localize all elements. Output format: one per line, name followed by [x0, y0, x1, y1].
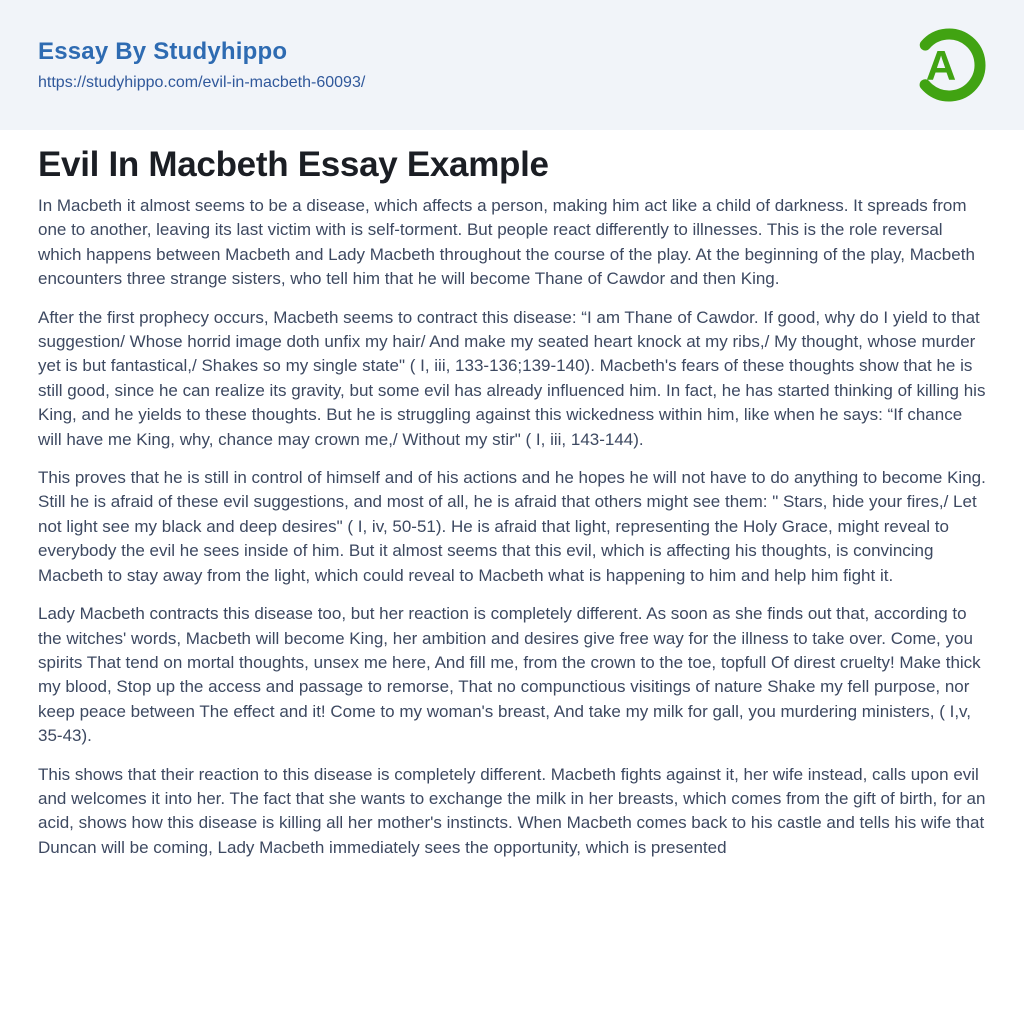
page-header [0, 0, 1024, 130]
essay-paragraph: Lady Macbeth contracts this disease too, but her reaction is completely different. As soon as she finds out that, according to the witches' words, Macbeth will become King, her ambition and desires give free way for the illness to take over. Come, you spirits That tend on mortal thoughts, unsex me here, And fill me, from the crown to the toe, topfull Of direst cruelty! Make thick my blood, Stop up the access and passage to remorse, That no compunctious visitings of nature Shake my fell purpose, nor keep peace between The effect and it! Come to my woman's breast, And take my milk for gall, you murdering ministers, ( I,v, 35-43). [38, 604, 981, 746]
essay-paragraph: In Macbeth it almost seems to be a disease, which affects a person, making him act like a child of darkness. It spreads from one to another, leaving its last victim with is self-torment. But people react differently to illnesses. This is the role reversal which happens between Macbeth and Lady Macbeth throughout the course of the play. At the beginning of the play, Macbeth encounters three strange sisters, who tell him that he will become Thane of Cawdor and then King. [38, 196, 975, 289]
article-body [38, 194, 986, 860]
article [0, 130, 1024, 860]
page-url-link[interactable]: https://studyhippo.com/evil-in-macbeth-60093/ [38, 73, 366, 91]
logo-letter: A [925, 42, 957, 89]
header-text-block [38, 39, 365, 92]
essay-paragraph: This shows that their reaction to this disease is completely different. Macbeth fights against it, her wife instead, calls upon evil and welcomes it into her. The fact that she wants to exchange the milk in her breasts, which comes from the gift of birth, for an acid, shows how this disease is killing all her mother's instincts. When Macbeth comes back to his castle and tells his wife that Duncan will be coming, Lady Macbeth immediately sees the opportunity, which is presented [38, 764, 986, 857]
essay-paragraph: After the first prophecy occurs, Macbeth seems to contract this disease: “I am Thane of Cawdor. If good, why do I yield to that suggestion/ Whose horrid image doth unfix my hair/ And make my seated heart knock at my ribs,/ My thought, whose murder yet is but fantastical,/ Shakes so my single state" ( I, iii, 133-136;139-140). Macbeth's fears of these thoughts show that he is still good, since he can realize its gravity, but some evil has already influenced him. In fact, he has started thinking of killing his King, and he yields to these thoughts. But he is struggling against this wickedness within him, like when he says: “If chance will have me King, why, chance may crown me,/ Without my stir" ( I, iii, 143-144). [38, 307, 986, 449]
site-title-link[interactable]: Essay By Studyhippo [38, 37, 288, 65]
essay-paragraph: This proves that he is still in control of himself and of his actions and he hopes he will not have to do anything to become King. Still he is afraid of these evil suggestions, and most of all, he is afraid that others might see them: " Stars, hide your fires,/ Let not light see my black and deep desires" ( I, iv, 50-51). He is afraid that light, representing the Holy Grace, might reveal to everybody the evil he sees inside of him. But it almost seems that this evil, which is affecting his thoughts, is convincing Macbeth to stay away from the light, which could reveal to Macbeth what is happening to him and help him fight it. [38, 468, 986, 585]
studyhippo-logo-icon[interactable] [910, 26, 988, 104]
article-title: Evil In Macbeth Essay Example [38, 145, 549, 184]
